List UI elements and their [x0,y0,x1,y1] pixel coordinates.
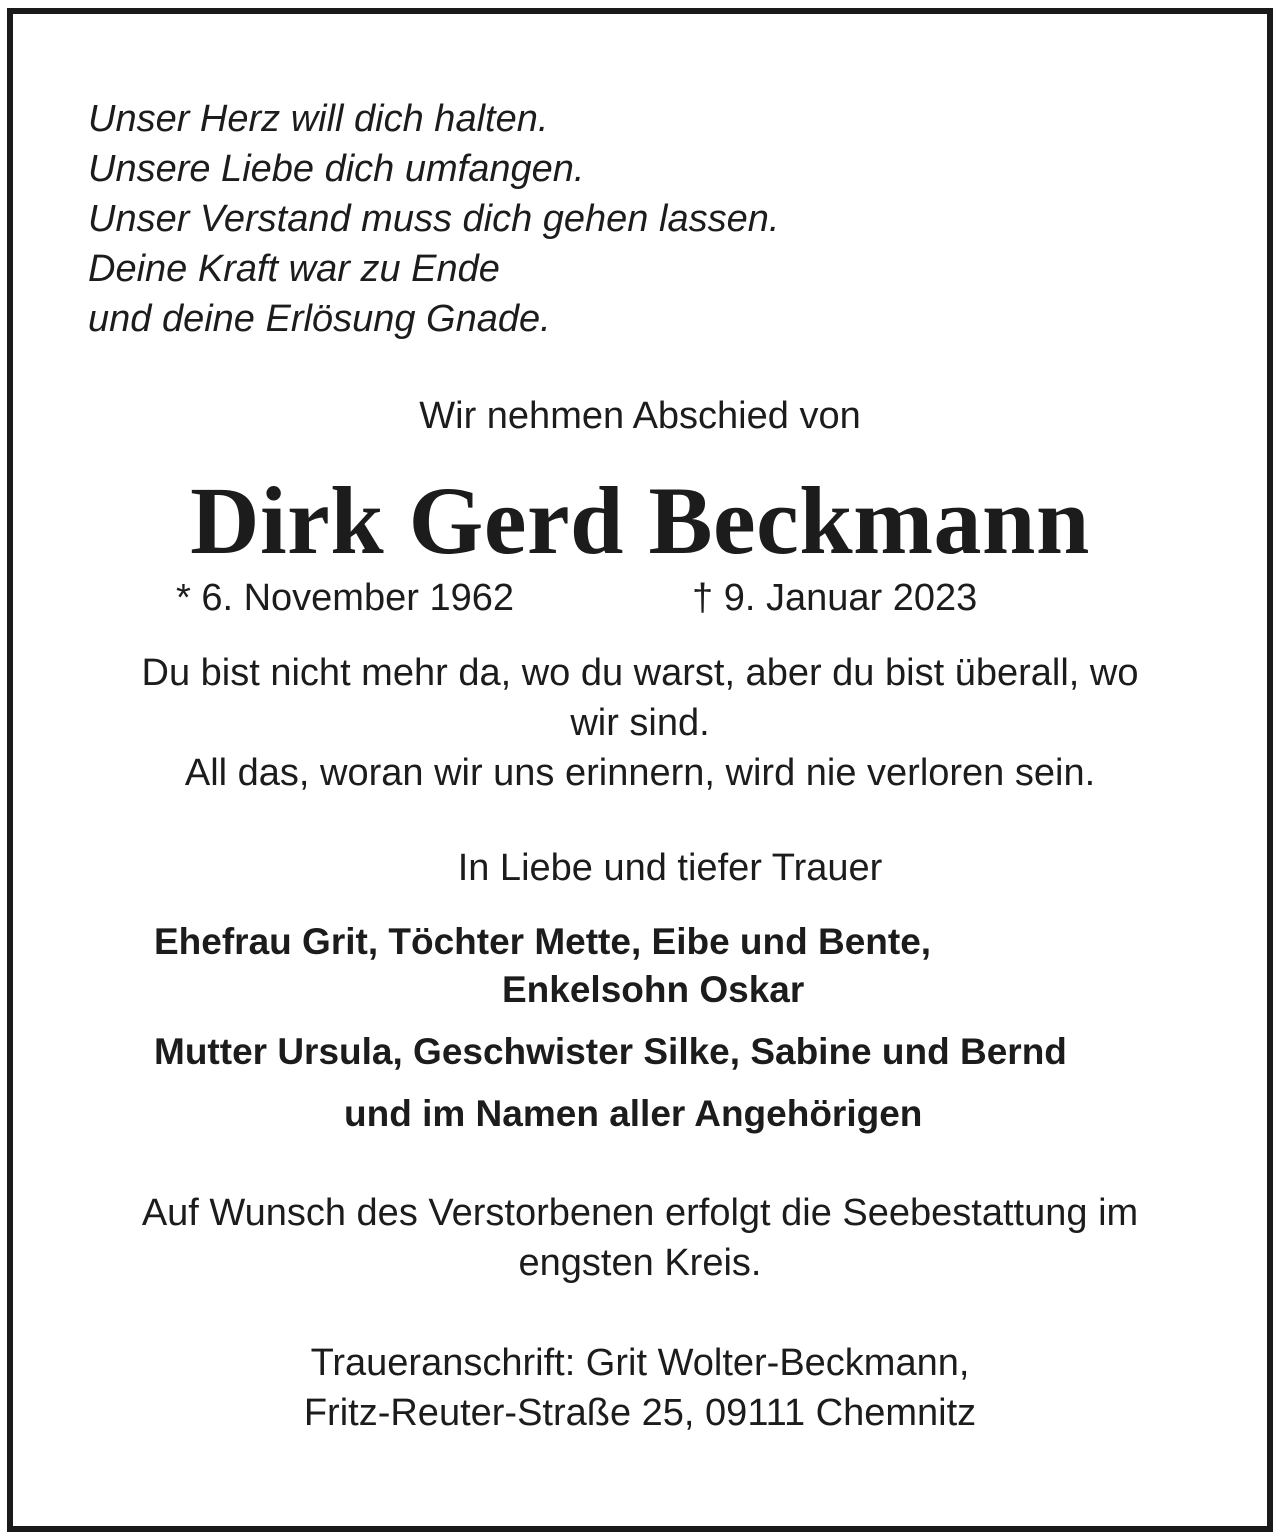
poem-line: Deine Kraft war zu Ende [88,248,500,290]
burial-line: engsten Kreis. [518,1242,762,1284]
address-line: Traueranschrift: Grit Wolter-Beckmann, [310,1342,970,1384]
family-line-grandson: Enkelsohn Oskar [502,969,805,1010]
poem-line: und deine Erlösung Gnade. [88,298,551,340]
birth-date: * 6. November 1962 [176,577,514,619]
poem-line: Unsere Liebe dich umfangen. [88,148,585,190]
poem-line: Unser Herz will dich halten. [88,98,549,140]
burial-line: Auf Wunsch des Verstorbenen erfolgt die Seebestattung im [141,1192,1139,1234]
quote-line: wir sind. [570,702,710,744]
deceased-name: Dirk Gerd Beckmann [190,467,1090,574]
quote-line: All das, woran wir uns erinnern, wird nie verloren sein. [184,752,1096,794]
mourning-line: In Liebe und tiefer Trauer [457,847,883,889]
mourning-address [0,1338,1280,1438]
poem [88,94,779,344]
quote-line: Du bist nicht mehr da, wo du warst, aber du bist überall, wo [141,652,1139,694]
address-line: Fritz-Reuter-Straße 25, 09111 Chemnitz [303,1392,977,1434]
poem-line: Unser Verstand muss dich gehen lassen. [88,198,780,240]
memorial-quote [0,648,1280,798]
family-line-mother-siblings: Mutter Ursula, Geschwister Silke, Sabine und Bernd [154,1031,1067,1072]
burial-notice [0,1188,1280,1288]
death-date: † 9. Januar 2023 [692,577,978,619]
family-line-relatives: und im Namen aller Angehörigen [344,1093,923,1134]
family-line-spouse-children: Ehefrau Grit, Töchter Mette, Eibe und Bente, [154,921,932,962]
farewell-intro: Wir nehmen Abschied von [419,395,861,437]
